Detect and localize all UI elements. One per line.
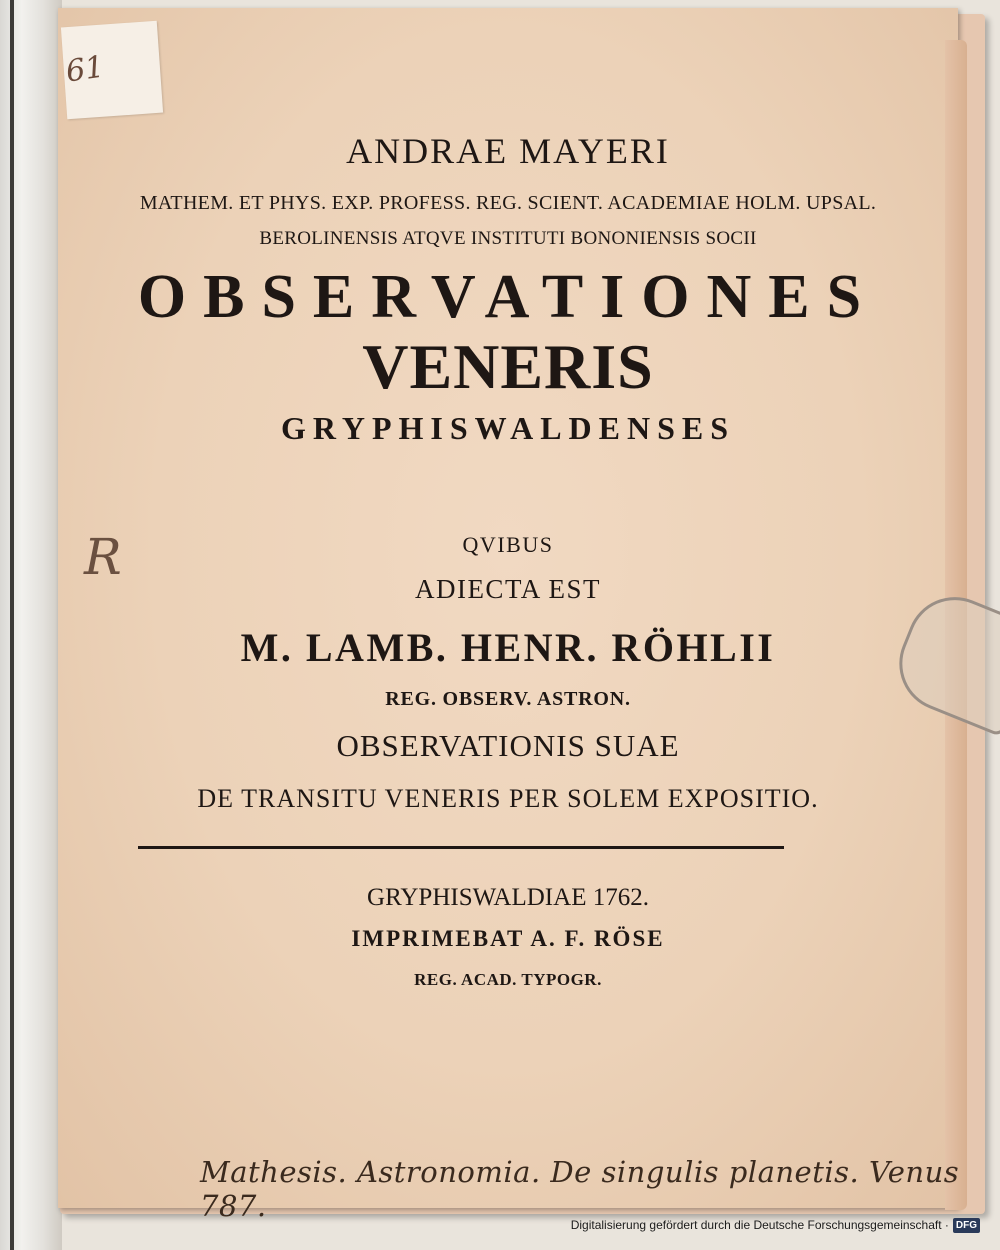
- author-name: ANDRAE MAYERI: [346, 131, 670, 171]
- coauthor-name: M. LAMB. HENR. RÖHLII: [240, 625, 776, 670]
- adiecta-text: ADIECTA EST: [414, 574, 602, 604]
- dfg-logo-icon: DFG: [953, 1218, 980, 1233]
- horizontal-rule: [138, 846, 784, 849]
- binding-edge: [10, 0, 14, 1250]
- title-line1: OBSERVATIONES: [137, 263, 879, 331]
- handwritten-subject-note: Mathesis. Astronomia. De singulis planetis. Venus 787.: [200, 1155, 960, 1223]
- title-page: [58, 8, 958, 1208]
- author-credentials-line2: BEROLINENSIS ATQVE INSTITUTI BONONIENSIS SOCII: [259, 228, 757, 249]
- handwritten-shelfmark: 61: [63, 49, 107, 90]
- printer-title: REG. ACAD. TYPOGR.: [414, 970, 602, 989]
- author-credentials-line1: MATHEM. ET PHYS. EXP. PROFESS. REG. SCIENT. ACADEMIAE HOLM. UPSAL.: [139, 192, 877, 214]
- subtitle-line2: DE TRANSITU VENERIS PER SOLEM EXPOSITIO.: [197, 784, 819, 813]
- digitization-footer: [571, 1214, 980, 1236]
- place-year: GRYPHISWALDIAE 1762.: [367, 884, 649, 911]
- handwritten-marginal-letter: R: [84, 528, 122, 586]
- footer-credit-text: Digitalisierung gefördert durch die Deutsche Forschungsgemeinschaft ·: [570, 1218, 949, 1232]
- title-line2: VENERIS: [362, 331, 654, 402]
- subtitle-line1: OBSERVATIONIS SUAE: [336, 728, 680, 763]
- printer-name: IMPRIMEBAT A. F. RÖSE: [351, 926, 665, 951]
- quibus-text: QVIBUS: [462, 532, 554, 557]
- title-line3: GRYPHISWALDENSES: [280, 410, 736, 446]
- coauthor-role: REG. OBSERV. ASTRON.: [385, 688, 631, 710]
